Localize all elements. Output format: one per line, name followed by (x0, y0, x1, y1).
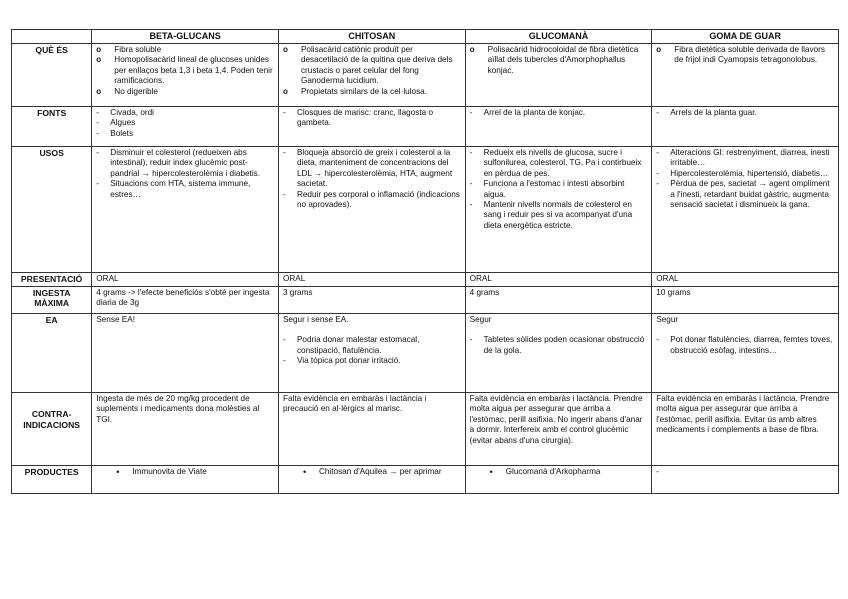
cell-productes-chitosan (278, 466, 465, 494)
list-item: - Tabletes sòlides poden ocasionar obstrucció de la gola. (470, 335, 648, 356)
row-label-line: MÀXIMA (34, 298, 70, 309)
cell-usos-chitosan (278, 147, 465, 273)
cell-que-es-glucomanna (465, 44, 652, 107)
cell-productes-glucomanna (465, 466, 652, 494)
cell-ea-guar (652, 314, 839, 393)
list-item: • Glucomanà d'Arkopharma (470, 467, 648, 477)
cell-fonts-chitosan (278, 107, 465, 147)
cell-contra-beta: Ingesta de més de 20 mg/kg procedent de suplements i medicaments dona molèsties al TGI. (92, 393, 279, 466)
row-que-es (12, 44, 839, 107)
row-label-presentacio: PRESENTACIÓ (12, 273, 92, 287)
cell-usos-glucomanna (465, 147, 652, 273)
row-productes (12, 466, 839, 494)
cell-intro: Segur i sense EA. (282, 315, 349, 324)
header-glucomanna: GLUCOMANÀ (465, 30, 652, 44)
cell-que-es-guar (652, 44, 839, 107)
row-label-ingesta-maxima (12, 287, 92, 314)
list-item: - Algues (96, 118, 274, 128)
list-item: o Fibra dietètica soluble derivada de llavors de frijol indi Cyamopsis tetragonolobus. (656, 45, 834, 66)
list-item: o Homopolisacàrid lineal de glucoses unides per enllaços beta 1,3 i beta 1,4. Poden tenir ramificacions. (96, 55, 274, 86)
cell-contra-guar: Falta evidència en embaràs i lactància. Prendre molta aigua per assegurar que arriba a l'estòmac, perill asifixia. Evitar ús amb altres medicaments i complements a base de fibra. (652, 393, 839, 466)
cell-que-es-beta (92, 44, 279, 107)
document-page (11, 29, 839, 494)
cell-fonts-glucomanna (465, 107, 652, 147)
list-item: - Alteracions GI: restrenyiment, diarrea, inesti irritable… (656, 148, 834, 169)
row-ingesta-maxima (12, 287, 839, 314)
row-label-line: INGESTA (32, 288, 71, 298)
header-chitosan: CHITOSAN (278, 30, 465, 44)
row-fonts (12, 107, 839, 147)
row-label-usos: USOS (12, 147, 92, 273)
cell-ingesta-guar: 10 grams (652, 287, 839, 314)
row-label-line: INDICACIONS (23, 419, 81, 430)
list-item: o Fibra soluble (96, 45, 274, 55)
list-item: - Pot donar flatulències, diarrea, femtes toves, obstrucció esòfag, intestins… (656, 335, 834, 356)
fiber-comparison-table (11, 29, 839, 494)
row-contraindicacions (12, 393, 839, 466)
list-item: - Bolets (96, 129, 274, 139)
list-item: - Podria donar malestar estomacal, constipació, flatulència. (283, 335, 461, 356)
cell-presentacio-beta: ORAL (92, 273, 279, 287)
cell-contra-glucomanna: Falta evidència en embaràs i lactància. Prendre molta aigua per assegurar que arriba a l'estòmac, perill asifixia. No ingerir abans d'anar a dormir. Interfereix amb el control glucèmic (evitar abans d'una cirurgia). (465, 393, 652, 466)
list-item: - Funciona a l'estomac i intesti absorbint aigua. (470, 179, 648, 200)
cell-contra-chitosan: Falta evidència en embaràs i lactància i precaució en al·lèrgics al marisc. (278, 393, 465, 466)
cell-que-es-chitosan (278, 44, 465, 107)
header-row (12, 30, 839, 44)
row-label-fonts: FONTS (12, 107, 92, 147)
row-label-productes: PRODUCTES (12, 466, 92, 494)
cell-productes-guar: - (652, 466, 839, 494)
row-label-que-es: QUÈ ÉS (12, 44, 92, 107)
list-item: - Closques de marisc: cranc, llagosta o gambeta. (283, 108, 461, 129)
list-item: - Redueix els nivells de glucosa, sucre i sulfonilurea, colesterol, TG, Pa i contirbueix en pèrdua de pes. (470, 148, 648, 179)
header-goma-de-guar: GOMA DE GUAR (652, 30, 839, 44)
row-label-contraindicacions (12, 393, 92, 466)
row-usos (12, 147, 839, 273)
cell-ingesta-beta: 4 grams -> l'efecte beneficiós s'obté per ingesta diaria de 3g (92, 287, 279, 314)
list-item: • Immunovita de Viate (96, 467, 274, 477)
cell-productes-beta (92, 466, 279, 494)
cell-presentacio-glucomanna: ORAL (465, 273, 652, 287)
corner-cell (12, 30, 92, 44)
cell-usos-beta (92, 147, 279, 273)
row-label-line: CONTRA- (31, 409, 72, 420)
row-ea (12, 314, 839, 393)
list-item: o Propietats similars de la cel·lulosa. (283, 87, 461, 97)
cell-intro: Segur (656, 315, 679, 324)
list-item: - Arrel de la planta de konjac. (470, 108, 648, 118)
header-beta-glucans: BETA-GLUCANS (92, 30, 279, 44)
row-label-ea: EA (12, 314, 92, 393)
list-item: - Reduir pes corporal o inflamació (indicacions no aprovades). (283, 190, 461, 211)
list-item: - Via tòpica pot donar irritació. (283, 356, 461, 366)
cell-fonts-beta (92, 107, 279, 147)
cell-ingesta-glucomanna: 4 grams (465, 287, 652, 314)
row-presentacio (12, 273, 839, 287)
cell-ea-beta: Sense EA! (92, 314, 279, 393)
list-item: - Situacions com HTA, sistema immune, estres… (96, 179, 274, 200)
list-item: - Disminuir el colesterol (redueixen abs intestinal), reduir index glucèmic post-pandrial → hipercolesterolèmia i diabetis. (96, 148, 274, 179)
cell-ea-glucomanna (465, 314, 652, 393)
list-item: o Polisacàrid hidrocoloidal de fibra dietètica aïllat dels tubercles d'Amorphophallus konjac. (470, 45, 648, 76)
list-item: o Polisacàrid catiònic produït per desacetilació de la quitina que deriva dels crustacis o paret celular del fong Ganoderma lucidium. (283, 45, 461, 87)
list-item: - Hipercolesterolèmia, hipertensió, diabetis… (656, 169, 834, 179)
list-item: - Mantenir nivells normals de colesterol en sang i reduir pes si va acompanyat d'una dieta energètica estricte. (470, 200, 648, 231)
list-item: - Pèrdua de pes, sacietat → agent ompliment a l'inesti, retardant buidat gàstric, augmenta sensació sacietat i disminueix la gana. (656, 179, 834, 210)
cell-ea-chitosan (278, 314, 465, 393)
cell-usos-guar (652, 147, 839, 273)
cell-presentacio-chitosan: ORAL (278, 273, 465, 287)
cell-ingesta-chitosan: 3 grams (278, 287, 465, 314)
cell-fonts-guar (652, 107, 839, 147)
cell-intro: Segur (469, 315, 492, 324)
list-item: - Civada, ordi (96, 108, 274, 118)
list-item: • Chitosan d'Aquilea → per aprimar (283, 467, 461, 477)
cell-presentacio-guar: ORAL (652, 273, 839, 287)
list-item: - Arrels de la planta guar. (656, 108, 834, 118)
list-item: o No digerible (96, 87, 274, 97)
list-item: - Bloqueja absorció de greix i colesterol a la dieta, manteniment de concentracions del LDL → hipercolesterolèmia, HTA, augment sacietat. (283, 148, 461, 190)
